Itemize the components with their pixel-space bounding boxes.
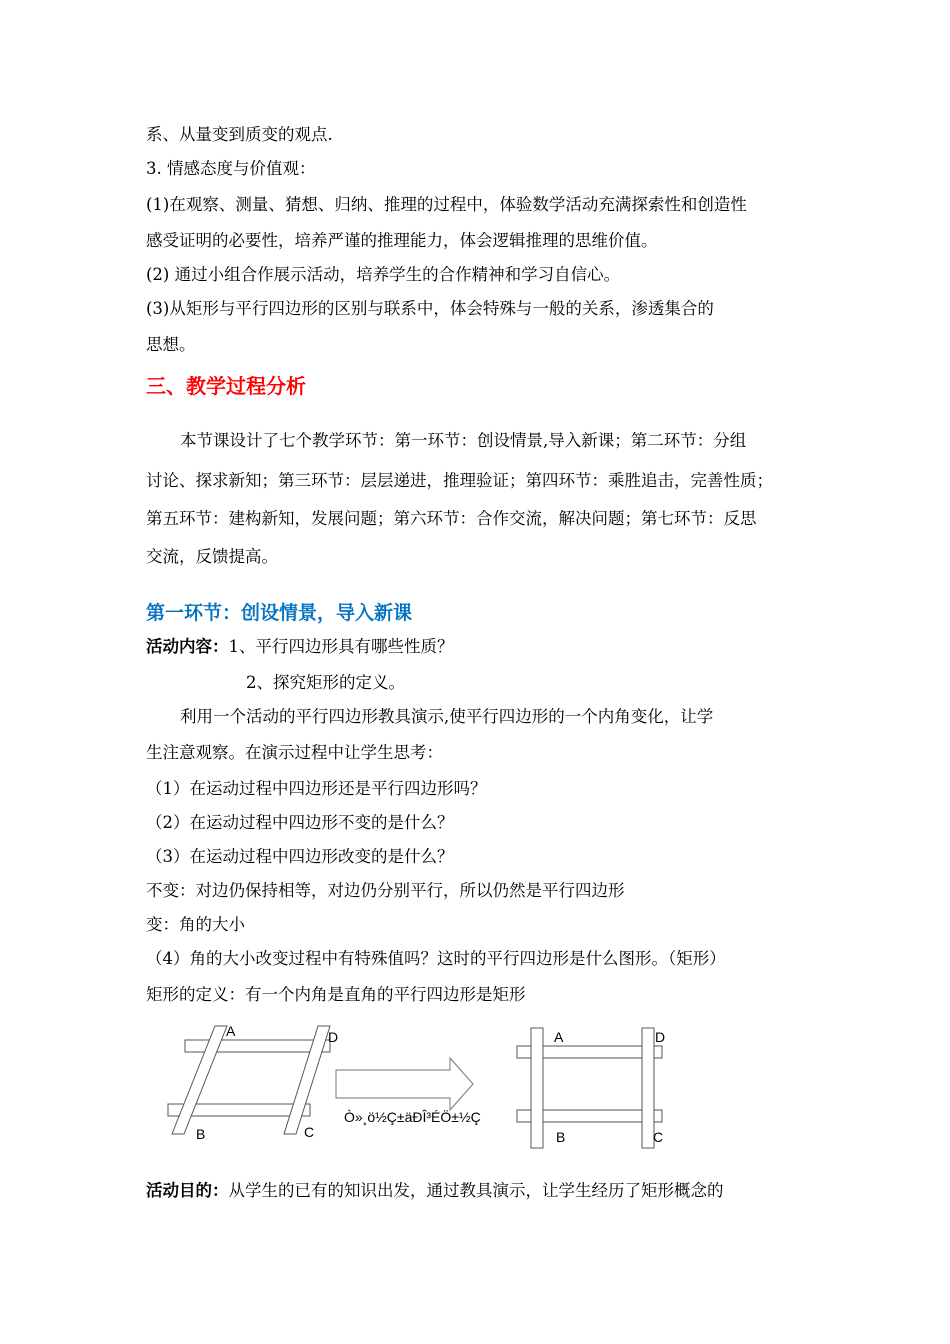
purpose-label: 活动目的： [146, 1181, 229, 1200]
arrow-caption: Ò»¸ö½Ç±äÐÎ³ÉÖ±½Ç [344, 1109, 481, 1125]
label-d: D [328, 1029, 339, 1045]
text-line: 3. 情感态度与价值观： [146, 159, 316, 178]
section-heading: 三、教学过程分析 [146, 374, 306, 398]
parallelogram-to-rectangle-diagram [160, 1018, 690, 1158]
question-line: （1）在运动过程中四边形还是平行四边形吗？ [146, 779, 487, 798]
overview-line: 本节课设计了七个教学环节：第一环节：创设情景,导入新课；第二环节：分组 [180, 431, 747, 450]
label-d: D [655, 1029, 666, 1045]
text-line: 不变：对边仍保持相等，对边仍分别平行，所以仍然是平行四边形 [146, 881, 625, 900]
text-line: 变：角的大小 [146, 915, 245, 934]
purpose-text: 从学生的已有的知识出发，通过教具演示，让学生经历了矩形概念的 [228, 1181, 724, 1200]
question-line: （2）在运动过程中四边形不变的是什么？ [146, 813, 454, 832]
overview-line: 第五环节：建构新知，发展问题；第六环节：合作交流，解决问题；第七环节：反思 [146, 509, 757, 528]
activity-line [146, 636, 454, 658]
activity-item: 2、探究矩形的定义。 [246, 673, 405, 692]
left-parallelogram-figure [168, 1026, 330, 1134]
label-a: A [554, 1029, 564, 1045]
text-line: 感受证明的必要性，培养严谨的推理能力，体会逻辑推理的思维价值。 [146, 231, 658, 250]
text-line: (1)在观察、测量、猜想、归纳、推理的过程中，体验数学活动充满探索性和创造性 [146, 195, 747, 214]
paragraph-line: 生注意观察。在演示过程中让学生思考： [146, 743, 443, 762]
arrow-icon [336, 1058, 473, 1110]
paragraph-line: 利用一个活动的平行四边形教具演示,使平行四边形的一个内角变化，让学 [180, 707, 714, 726]
question-line: （3）在运动过程中四边形改变的是什么？ [146, 847, 454, 866]
text-line: (2) 通过小组合作展示活动，培养学生的合作精神和学习自信心。 [146, 265, 621, 284]
definition-line: 矩形的定义：有一个内角是直角的平行四边形是矩形 [146, 985, 526, 1004]
label-b: B [556, 1129, 566, 1145]
overview-line: 讨论、探求新知；第三环节：层层递进，推理验证；第四环节：乘胜追击，完善性质； [146, 471, 773, 490]
text-line: (3)从矩形与平行四边形的区别与联系中，体会特殊与一般的关系，渗透集合的 [146, 299, 714, 318]
label-c: C [304, 1124, 315, 1140]
stage-heading: 第一环节：创设情景，导入新课 [146, 602, 413, 624]
text-line: 系、从量变到质变的观点. [146, 125, 333, 144]
label-a: A [226, 1023, 236, 1039]
overview-line: 交流，反馈提高。 [146, 547, 278, 566]
question-line: （4）角的大小改变过程中有特殊值吗？这时的平行四边形是什么图形。（矩形） [146, 949, 726, 968]
purpose-line [146, 1180, 724, 1202]
activity-label: 活动内容： [146, 637, 229, 656]
text-line: 思想。 [146, 335, 196, 354]
label-c: C [653, 1129, 664, 1145]
right-rectangle-figure [517, 1028, 662, 1148]
label-b: B [196, 1126, 206, 1142]
activity-item: 1、平行四边形具有哪些性质？ [228, 637, 454, 656]
